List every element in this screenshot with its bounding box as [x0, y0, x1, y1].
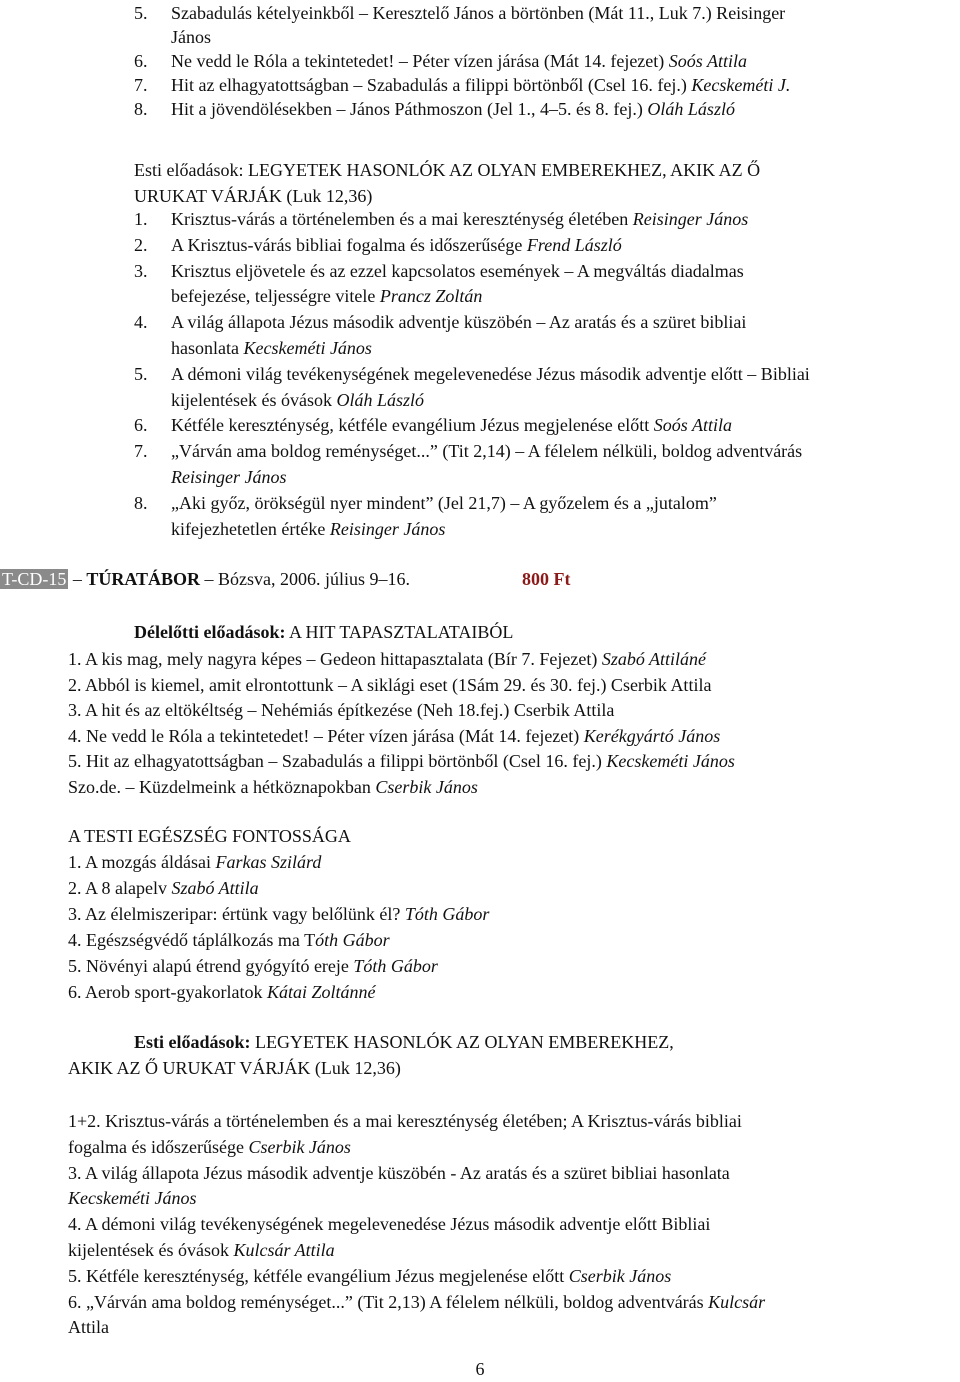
speaker-name: Soós Attila — [653, 415, 732, 436]
speaker-name: Cserbik János — [568, 1265, 672, 1286]
speaker-name: Kátai Zoltánné — [266, 982, 376, 1002]
evening-heading-2-line1 — [134, 1029, 674, 1055]
item-text — [171, 335, 372, 361]
item-number: 7. — [134, 75, 148, 95]
speaker-name: Kecskeméti János — [243, 338, 372, 358]
item-number: 4. — [134, 312, 148, 333]
lecture-text: 4. Ne vedd le Róla a tekintetedet! – Péter vízen járása (Mát 14. fejezet) — [68, 725, 584, 746]
speaker-name: Oláh László — [647, 99, 735, 119]
morning-heading-line — [134, 619, 513, 645]
speaker-name: Kecskeméti János — [606, 751, 735, 771]
lecture-text: 5. Növényi alapú étrend gyógyító ereje — [68, 956, 354, 976]
speaker-name: Kecskeméti J. — [691, 75, 791, 95]
speaker-name: Kerékgyártó János — [583, 725, 721, 746]
speaker-name: Kecskeméti János — [68, 1188, 197, 1209]
lecture-text: Attila — [68, 1317, 109, 1338]
lecture-text: 5. Hit az elhagyatottságban – Szabadulás a filippi börtönből (Csel 16. fej.) — [68, 751, 607, 771]
item-text — [68, 1314, 109, 1340]
item-text — [171, 206, 748, 232]
item-number: 6. — [134, 415, 148, 436]
speaker-name: Cserbik János — [248, 1136, 351, 1157]
item-text — [68, 672, 711, 698]
item-text — [171, 361, 810, 387]
lecture-text: kifejezhetetlen értéke — [171, 518, 330, 539]
lecture-text: Szabadulás kételyeinkből – Keresztelő János a börtönben (Mát 11., Luk 7.) Reisinger — [171, 3, 786, 23]
item-text — [68, 1134, 351, 1160]
item-number: 5. — [134, 363, 148, 384]
lecture-text: Krisztus-várás a történelemben és a mai kereszténység életében — [171, 209, 633, 229]
lecture-text: Krisztus eljövetele és az ezzel kapcsolatos események – A megváltás diadalmas — [171, 260, 744, 281]
item-number: 2. — [134, 234, 148, 255]
item-text — [68, 1289, 765, 1315]
item-text — [68, 723, 720, 749]
lecture-text: 6. Aerob sport-gyakorlatok — [68, 982, 267, 1002]
speaker-name: Prancz Zoltán — [379, 286, 483, 307]
lecture-text: „Várván ama boldog reménységet...” (Tit 2,14) – A félelem nélküli, boldog adventvárás — [171, 441, 803, 462]
lecture-text: Hit a jövendölésekben – János Páthmoszon (Jel 1., 4–5. és 8. fej.) — [171, 99, 648, 119]
lecture-text: A démoni világ tevékenységének megelevenedése Jézus második adventje előtt – Bibliai — [171, 363, 810, 384]
lecture-text: A világ állapota Jézus második adventje küszöbén – Az aratás és a szüret bibliai — [171, 312, 747, 333]
lecture-text: Szo.de. – Küzdelmeink a hétköznapokban — [68, 776, 376, 797]
item-text — [171, 438, 802, 464]
lecture-text: A Krisztus-várás bibliai fogalma és időszerűsége — [171, 234, 527, 255]
item-text — [68, 748, 735, 774]
lecture-text: Kétféle kereszténység, kétféle evangélium Jézus megjelenése előtt — [171, 415, 654, 436]
lecture-text: 4. A démoni világ tevékenységének megelevenedése Jézus második adventje előtt Bibliai — [68, 1214, 711, 1235]
lecture-text: 2. Abból is kiemel, amit elrontottunk – A siklági eset (1Sám 29. és 30. fej.) Cserbik Attila — [68, 674, 712, 695]
morning-heading-title: A HIT TAPASZTALATAIBÓL — [285, 622, 514, 642]
evening-heading-1-line1: Esti előadások: LEGYETEK HASONLÓK AZ OLYAN EMBEREKHEZ, AKIK AZ Ő — [134, 160, 761, 180]
item-text — [171, 72, 790, 98]
item-number: 5. — [134, 3, 148, 23]
speaker-name: Reisinger János — [632, 209, 749, 229]
speaker-name: Szabó Attiláné — [601, 649, 707, 669]
speaker-name: Tóth Gábor — [404, 904, 490, 924]
item-text — [171, 283, 482, 309]
lecture-text: 1. A kis mag, mely nagyra képes – Gedeon hittapasztalata (Bír 7. Fejezet) — [68, 649, 602, 669]
evening-heading-1-line2: URUKAT VÁRJÁK (Luk 12,36) — [134, 186, 373, 206]
evening-heading-2-label: Esti előadások: — [134, 1032, 251, 1052]
item-text — [68, 1108, 742, 1134]
lecture-text: 3. A világ állapota Jézus második adventje küszöbén - Az aratás és a szüret bibliai hasonlata — [68, 1162, 730, 1183]
item-text — [171, 464, 286, 490]
speaker-name: Szabó Attila — [171, 878, 259, 898]
item-number: 8. — [134, 99, 148, 119]
lecture-text: fogalma és időszerűsége — [68, 1136, 249, 1157]
item-text — [68, 697, 614, 723]
morning-heading-label: Délelőtti előadások: — [134, 622, 286, 642]
item-number: 7. — [134, 441, 148, 462]
lecture-text: Ne vedd le Róla a tekintetedet! – Péter vízen járása (Mát 14. fejezet) — [171, 51, 669, 71]
item-text — [171, 412, 732, 438]
item-text — [171, 24, 211, 50]
item-text — [171, 387, 424, 413]
album-header-line — [0, 566, 410, 592]
speaker-name: Reisinger János — [329, 518, 446, 539]
speaker-name: Frend László — [526, 234, 622, 255]
lecture-text: 1. A mozgás áldásai — [68, 852, 216, 872]
lecture-text: Hit az elhagyatottságban – Szabadulás a filippi börtönből (Csel 16. fej.) — [171, 75, 692, 95]
evening-heading-2-line2: AKIK AZ Ő URUKAT VÁRJÁK (Luk 12,36) — [68, 1058, 401, 1078]
item-text — [171, 309, 746, 335]
lecture-text: 1+2. Krisztus-várás a történelemben és a mai kereszténység életében; A Krisztus-várás bibliai — [68, 1111, 742, 1131]
speaker-name: Cserbik János — [375, 776, 478, 797]
speaker-name: óth Gábor — [315, 930, 390, 950]
item-text — [68, 774, 478, 800]
item-number: 1. — [134, 209, 148, 229]
speaker-name: Tóth Gábor — [353, 956, 438, 976]
item-number: 8. — [134, 492, 148, 513]
item-text — [68, 875, 259, 901]
item-text — [68, 953, 438, 979]
item-text — [171, 0, 785, 26]
item-text — [171, 490, 717, 516]
item-text — [68, 1211, 710, 1237]
album-dash: – — [68, 569, 87, 589]
speaker-name: Oláh László — [336, 389, 424, 410]
lecture-text: befejezése, teljességre vitele — [171, 286, 380, 307]
lecture-text: János — [171, 27, 211, 47]
speaker-name: Reisinger János — [171, 467, 287, 487]
speaker-name: Farkas Szilárd — [215, 852, 322, 872]
album-place-date: – Bózsva, 2006. július 9–16. — [200, 569, 411, 589]
item-number: 6. — [134, 51, 148, 71]
lecture-text: „Aki győz, örökségül nyer mindent” (Jel 21,7) – A győzelem és a „jutalom” — [171, 492, 717, 513]
item-text — [68, 849, 321, 875]
item-text — [171, 232, 622, 258]
page-number: 6 — [475, 1359, 485, 1379]
item-text — [68, 1160, 730, 1186]
item-text — [68, 1185, 196, 1211]
item-text — [68, 1237, 335, 1263]
lecture-text: hasonlata — [171, 338, 244, 358]
speaker-name: Soós Attila — [668, 51, 747, 71]
item-text — [68, 1263, 671, 1289]
speaker-name: Kulcsár Attila — [233, 1240, 335, 1260]
item-text — [68, 646, 706, 672]
item-number: 3. — [134, 260, 148, 281]
album-code: T-CD-15 — [2, 569, 67, 589]
evening-heading-2-title: LEGYETEK HASONLÓK AZ OLYAN EMBEREKHEZ, — [250, 1032, 674, 1052]
item-text — [171, 96, 735, 122]
album-price: 800 Ft — [522, 569, 571, 589]
item-text — [68, 927, 390, 953]
speaker-name: Kulcsár — [708, 1291, 766, 1312]
album-title: TÚRATÁBOR — [86, 569, 201, 589]
item-text — [171, 48, 747, 74]
lecture-text: 6. „Várván ama boldog reménységet...” (Tit 2,13) A félelem nélküli, boldog adventvárás — [68, 1291, 709, 1312]
lecture-text: 3. A hit és az eltökéltség – Nehémiás építkezése (Neh 18.fej.) Cserbik Attila — [68, 700, 615, 720]
health-heading-title: A TESTI EGÉSZSÉG FONTOSSÁGA — [68, 826, 351, 846]
item-text — [68, 979, 375, 1005]
lecture-text: kijelentések és óvások — [68, 1240, 234, 1260]
lecture-text: 4. Egészségvédő táplálkozás ma T — [68, 930, 316, 950]
item-text — [68, 901, 489, 927]
lecture-text: 3. Az élelmiszeripar: értünk vagy belőlünk él? — [68, 904, 405, 924]
item-text — [171, 258, 744, 284]
lecture-text: kijelentések és óvások — [171, 389, 337, 410]
lecture-text: 2. A 8 alapelv — [68, 878, 172, 898]
lecture-text: 5. Kétféle kereszténység, kétféle evangélium Jézus megjelenése előtt — [68, 1265, 569, 1286]
item-text — [171, 516, 445, 542]
